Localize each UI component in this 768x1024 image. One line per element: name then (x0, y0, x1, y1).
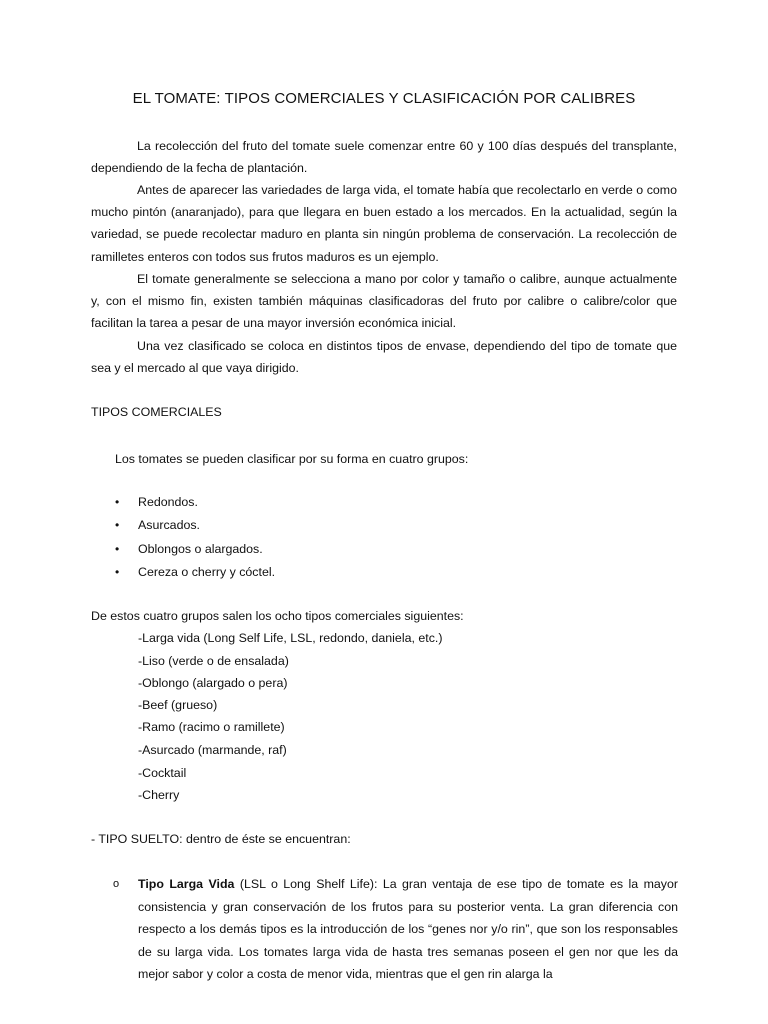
larga-vida-text: (LSL o Long Shelf Life): La gran ventaja de ese tipo de tomate es la mayor consistencia y gran conservación de los frutos para su posterior venta. La gran diferencia con respecto a los demás tipos es la introducción de los “genes nor y/o rin”, que son los responsables de su larga vida. Los tomates larga vida de hasta tres semanas poseen el gen nor que les da mejor sabor y color a costa de menor vida, mientras que el gen rin alarga la (138, 877, 678, 982)
types-intro: De estos cuatro grupos salen los ocho tipos comerciales siguientes: (91, 609, 464, 623)
type-item: -Beef (grueso) (138, 698, 218, 712)
list-item-label: Cereza o cherry y cóctel. (138, 565, 276, 579)
bullet-icon: • (115, 518, 120, 532)
paragraph-envase: Una vez clasificado se coloca en distintos tipos de envase, dependiendo del tipo de tomate que sea y el mercado al que vaya dirigido. (91, 339, 677, 376)
bullet-icon: • (115, 495, 120, 509)
groups-intro: Los tomates se pueden clasificar por su forma en cuatro grupos: (115, 452, 469, 466)
tipo-suelto-heading: - TIPO SUELTO: dentro de éste se encuentran: (91, 832, 351, 846)
bullet-icon: • (115, 542, 120, 556)
type-item: -Oblongo (alargado o pera) (138, 676, 288, 690)
type-item: -Cherry (138, 788, 180, 802)
type-item: -Larga vida (Long Self Life, LSL, redondo, daniela, etc.) (138, 631, 443, 645)
larga-vida-paragraph (138, 873, 678, 986)
type-item: -Cocktail (138, 766, 187, 780)
document-title: EL TOMATE: TIPOS COMERCIALES Y CLASIFICACIÓN POR CALIBRES (132, 90, 636, 107)
paragraph-seleccion: El tomate generalmente se selecciona a mano por color y tamaño o calibre, aunque actualmente y, con el mismo fin, existen también máquinas clasificadoras del fruto por calibre o calibre/color que facilitan la tarea a pesar de una mayor inversión económica inicial. (91, 272, 677, 331)
list-item-label: Asurcados. (138, 518, 200, 532)
paragraph-recoleccion: La recolección del fruto del tomate suele comenzar entre 60 y 100 días después del transplante, dependiendo de la fecha de plantación. (91, 139, 677, 176)
paragraph-larga-vida: Antes de aparecer las variedades de larga vida, el tomate había que recolectarlo en verde o como mucho pintón (anaranjado), para que llegara en buen estado a los mercados. En la actualidad, según la variedad, se puede recolectar maduro en planta sin ningún problema de conservación. La recolección de ramilletes enteros con todos sus frutos maduros es un ejemplo. (91, 183, 677, 264)
section-heading: TIPOS COMERCIALES (91, 405, 222, 419)
type-item: -Liso (verde o de ensalada) (138, 654, 289, 668)
type-item: -Asurcado (marmande, raf) (138, 743, 287, 757)
circle-bullet-icon: o (113, 878, 120, 890)
bullet-icon: • (115, 565, 120, 579)
list-item-label: Redondos. (138, 495, 198, 509)
larga-vida-title: Tipo Larga Vida (138, 877, 235, 891)
list-item-label: Oblongos o alargados. (138, 542, 263, 556)
type-item: -Ramo (racimo o ramillete) (138, 720, 285, 734)
